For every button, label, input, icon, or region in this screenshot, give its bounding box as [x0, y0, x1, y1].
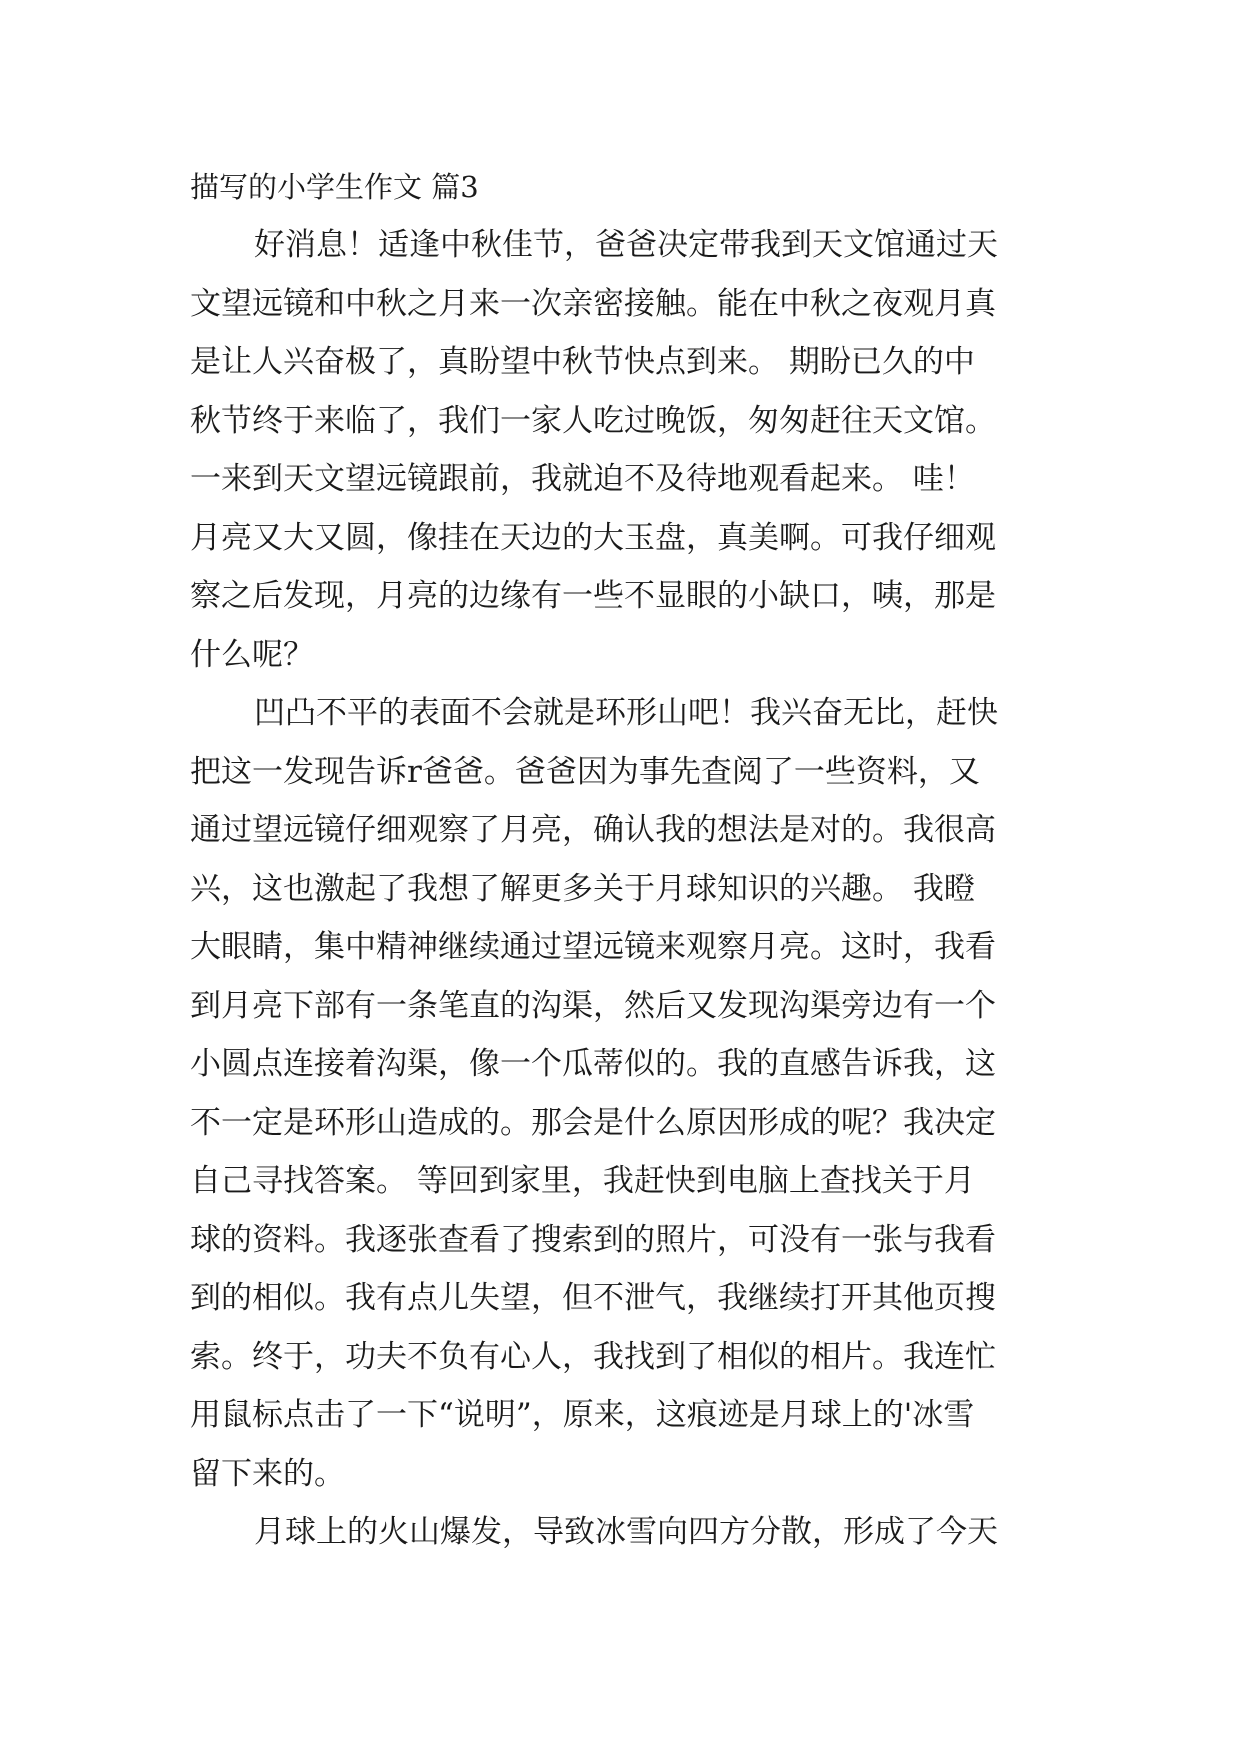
text-line: 到的相似。我有点儿失望，但不泄气，我继续打开其他页搜: [190, 1280, 996, 1316]
text-line: 球的资料。我逐张查看了搜索到的照片，可没有一张与我看: [190, 1221, 996, 1258]
text-line: 通过望远镜仔细观察了月亮，确认我的想法是对的。我很高: [190, 812, 996, 848]
text-line: 察之后发现，月亮的边缘有一些不显眼的小缺口，咦，那是: [190, 578, 996, 614]
text-line: 索。终于，功夫不负有心人，我找到了相似的相片。我连忙: [190, 1338, 996, 1375]
text-line: 不一定是环形山造成的。那会是什么原因形成的呢？我决定: [190, 1104, 996, 1141]
text-line: 到月亮下部有一条笔直的沟渠，然后又发现沟渠旁边有一个: [190, 987, 996, 1024]
text-line: 留下来的。: [190, 1455, 345, 1492]
text-line: 文望远镜和中秋之月来一次亲密接触。能在中秋之夜观月真: [190, 285, 996, 322]
text-line: 一来到天文望远镜跟前，我就迫不及待地观看起来。 哇！: [190, 461, 975, 497]
text-line: 月球上的火山爆发，导致冰雪向四方分散，形成了今天: [254, 1514, 998, 1550]
text-line: 自己寻找答案。 等回到家里，我赶快到电脑上查找关于月: [190, 1163, 975, 1199]
text-line: 凹凸不平的表面不会就是环形山吧！我兴奋无比，赶快: [254, 695, 998, 731]
text-line: 什么呢？: [190, 636, 314, 673]
text-line: 月亮又大又圆，像挂在天边的大玉盘，真美啊。可我仔细观: [190, 519, 996, 556]
text-line: 用鼠标点击了一下“说明”，原来，这痕迹是月球上的'冰雪: [190, 1397, 975, 1433]
document-heading: 描写的小学生作文 篇3: [190, 170, 479, 204]
text-line: 兴，这也激起了我想了解更多关于月球知识的兴趣。 我瞪: [190, 870, 975, 907]
text-line: 秋节终于来临了，我们一家人吃过晚饭，匆匆赶往天文馆。: [190, 402, 996, 439]
text-line: 大眼睛，集中精神继续通过望远镜来观察月亮。这时，我看: [190, 929, 996, 965]
text-line: 好消息！适逢中秋佳节，爸爸决定带我到天文馆通过天: [254, 227, 998, 263]
text-line: 是让人兴奋极了，真盼望中秋节快点到来。 期盼已久的中: [190, 344, 975, 380]
document-body: [190, 158, 1058, 1562]
text-line: 把这一发现告诉r爸爸。爸爸因为事先查阅了一些资料，又: [190, 753, 980, 790]
text-line: 小圆点连接着沟渠，像一个瓜蒂似的。我的直感告诉我，这: [190, 1046, 996, 1082]
